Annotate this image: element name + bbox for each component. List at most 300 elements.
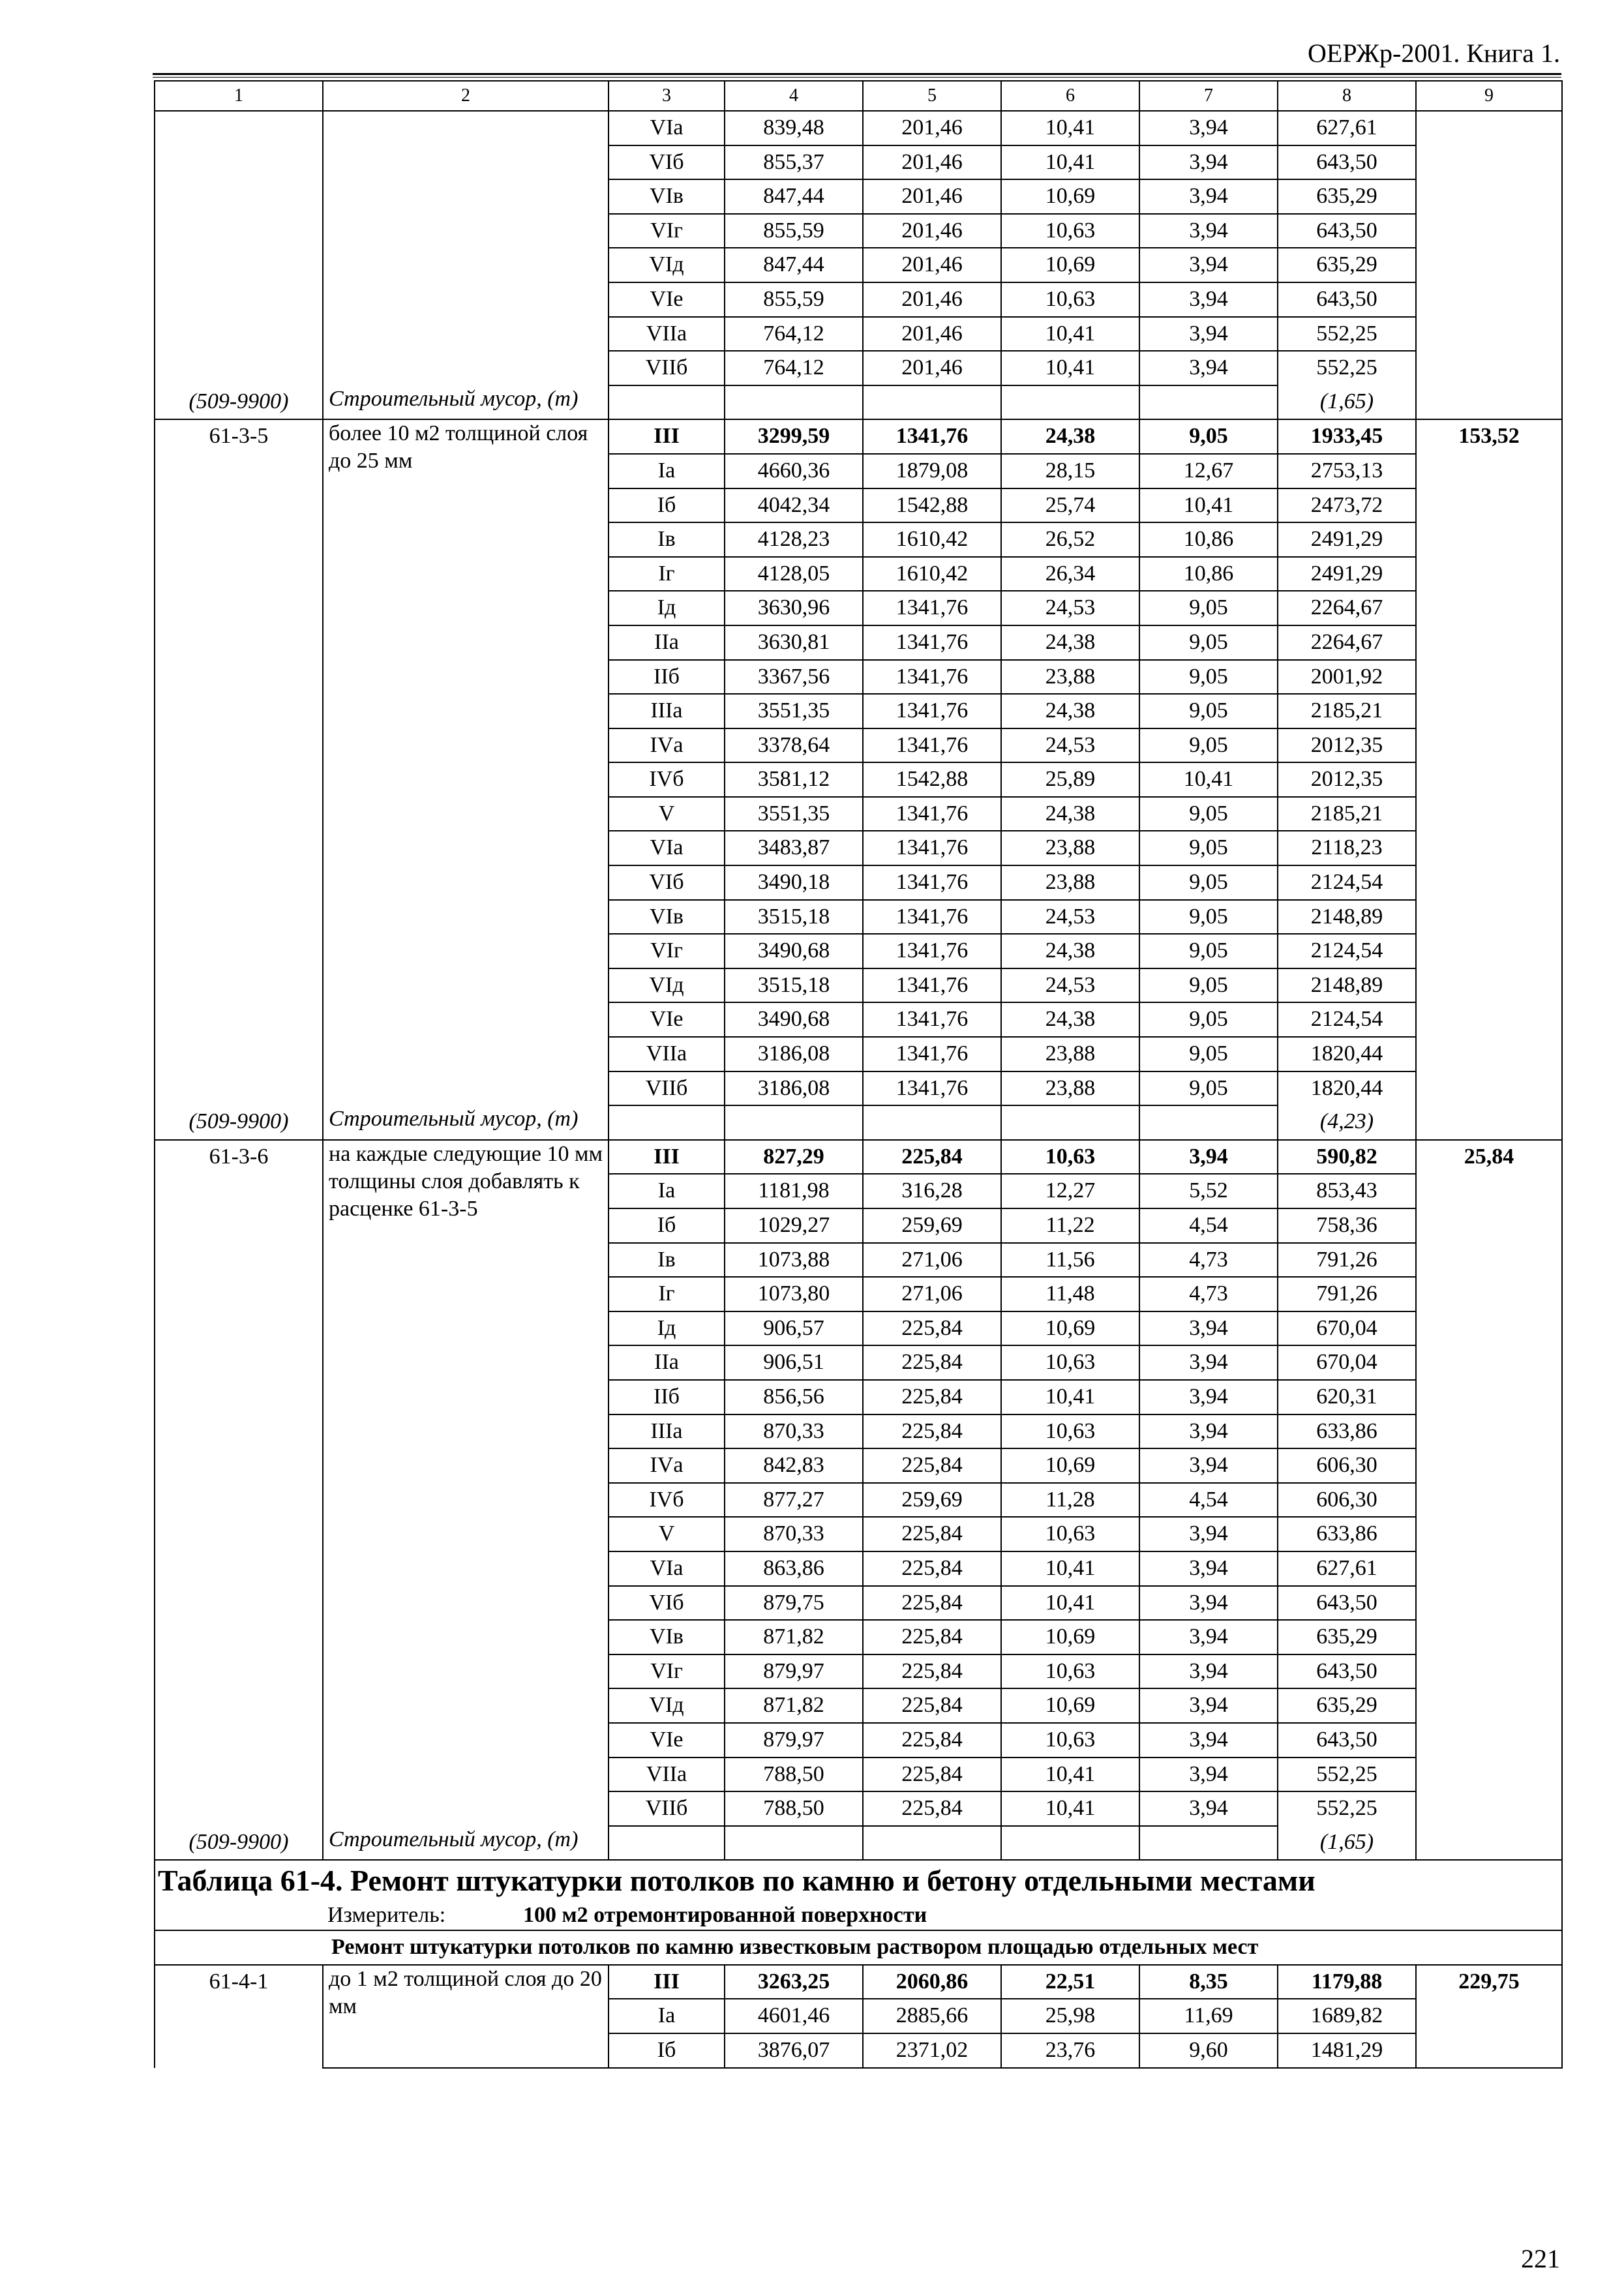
price-value: 24,38 xyxy=(1001,625,1139,660)
price-value: 1181,98 xyxy=(725,1174,863,1208)
rate-code xyxy=(155,111,323,385)
debris-value: (1,65) xyxy=(1278,1826,1416,1861)
price-value: 24,53 xyxy=(1001,900,1139,935)
empty-cell xyxy=(1139,385,1278,420)
empty-cell xyxy=(1001,385,1139,420)
price-value: 10,63 xyxy=(1001,282,1139,317)
territory-zone: VIIа xyxy=(609,1037,725,1071)
price-value: 764,12 xyxy=(725,317,863,352)
price-value: 9,05 xyxy=(1139,900,1278,935)
debris-name: Строительный мусор, (т) xyxy=(323,1105,609,1140)
price-value: 855,37 xyxy=(725,145,863,180)
price-value: 643,50 xyxy=(1278,1586,1416,1621)
price-value: 1341,76 xyxy=(863,591,1001,625)
territory-zone: VIд xyxy=(609,248,725,282)
price-value: 201,46 xyxy=(863,179,1001,214)
price-value: 3,94 xyxy=(1139,214,1278,248)
price-value: 791,26 xyxy=(1278,1243,1416,1278)
territory-zone: Iд xyxy=(609,1311,725,1346)
price-value: 23,88 xyxy=(1001,1071,1139,1106)
price-value: 10,41 xyxy=(1001,1380,1139,1414)
price-value: 863,86 xyxy=(725,1551,863,1586)
price-value: 2060,86 xyxy=(863,1965,1001,1999)
column-number: 6 xyxy=(1001,81,1139,111)
price-value: 635,29 xyxy=(1278,248,1416,282)
price-value: 1179,88 xyxy=(1278,1965,1416,1999)
price-value: 870,33 xyxy=(725,1414,863,1449)
price-value: 879,97 xyxy=(725,1654,863,1689)
price-value: 590,82 xyxy=(1278,1140,1416,1174)
price-value: 24,38 xyxy=(1001,419,1139,454)
price-value: 10,69 xyxy=(1001,248,1139,282)
price-value: 10,41 xyxy=(1001,1586,1139,1621)
price-value: 855,59 xyxy=(725,214,863,248)
price-value: 3,94 xyxy=(1139,1380,1278,1414)
price-value: 1610,42 xyxy=(863,522,1001,557)
price-value: 3,94 xyxy=(1139,1414,1278,1449)
territory-zone: VIг xyxy=(609,214,725,248)
price-value: 791,26 xyxy=(1278,1277,1416,1311)
price-value: 855,59 xyxy=(725,282,863,317)
price-value: 3,94 xyxy=(1139,1448,1278,1483)
table-row xyxy=(155,419,1562,454)
column-number: 7 xyxy=(1139,81,1278,111)
price-value: 1542,88 xyxy=(863,488,1001,523)
price-value: 3876,07 xyxy=(725,2033,863,2068)
column-number: 3 xyxy=(609,81,725,111)
empty-cell xyxy=(863,385,1001,420)
price-value: 2148,89 xyxy=(1278,900,1416,935)
column-number-row xyxy=(155,81,1562,111)
price-value: 9,05 xyxy=(1139,660,1278,695)
header-rule-thin xyxy=(153,77,1561,78)
price-value: 3551,35 xyxy=(725,797,863,831)
price-value: 225,84 xyxy=(863,1758,1001,1792)
price-value: 643,50 xyxy=(1278,1723,1416,1758)
price-value: 3490,68 xyxy=(725,1002,863,1037)
price-value: 1341,76 xyxy=(863,1071,1001,1106)
territory-zone: Iа xyxy=(609,1174,725,1208)
price-value: 643,50 xyxy=(1278,282,1416,317)
price-value: 24,53 xyxy=(1001,968,1139,1003)
price-value: 847,44 xyxy=(725,248,863,282)
price-value: 10,69 xyxy=(1001,1311,1139,1346)
price-value: 10,69 xyxy=(1001,179,1139,214)
debris-code: (509-9900) xyxy=(155,385,323,420)
empty-cell xyxy=(1139,1105,1278,1140)
price-value: 5,52 xyxy=(1139,1174,1278,1208)
price-value: 1341,76 xyxy=(863,728,1001,763)
price-value: 3,94 xyxy=(1139,111,1278,145)
price-value: 10,41 xyxy=(1139,488,1278,523)
price-value: 3,94 xyxy=(1139,248,1278,282)
price-value: 271,06 xyxy=(863,1243,1001,1278)
price-value: 870,33 xyxy=(725,1517,863,1551)
price-value: 9,60 xyxy=(1139,2033,1278,2068)
territory-zone: VIIа xyxy=(609,1758,725,1792)
price-value: 10,63 xyxy=(1001,1414,1139,1449)
territory-zone: IVб xyxy=(609,762,725,797)
price-value: 225,84 xyxy=(863,1654,1001,1689)
territory-zone: IVа xyxy=(609,728,725,763)
price-value: 24,38 xyxy=(1001,797,1139,831)
price-value: 9,05 xyxy=(1139,865,1278,900)
table-title-row xyxy=(155,1860,1562,1901)
price-value: 1610,42 xyxy=(863,557,1001,591)
territory-zone: VIа xyxy=(609,1551,725,1586)
price-value: 271,06 xyxy=(863,1277,1001,1311)
price-value: 853,43 xyxy=(1278,1174,1416,1208)
price-value: 3,94 xyxy=(1139,1723,1278,1758)
territory-zone: VIг xyxy=(609,934,725,968)
territory-zone: VIIб xyxy=(609,351,725,385)
rate-code: 61-3-5 xyxy=(155,419,323,1105)
price-value: 871,82 xyxy=(725,1688,863,1723)
territory-zone: Iб xyxy=(609,1208,725,1243)
price-value: 643,50 xyxy=(1278,1654,1416,1689)
price-value: 2264,67 xyxy=(1278,625,1416,660)
price-value: 9,05 xyxy=(1139,968,1278,1003)
price-value: 1481,29 xyxy=(1278,2033,1416,2068)
price-value: 10,41 xyxy=(1001,111,1139,145)
table-row xyxy=(155,1965,1562,1999)
header-rule xyxy=(153,73,1561,75)
price-value: 3378,64 xyxy=(725,728,863,763)
price-value: 879,97 xyxy=(725,1723,863,1758)
territory-zone: IVа xyxy=(609,1448,725,1483)
price-value: 633,86 xyxy=(1278,1517,1416,1551)
price-value: 4,73 xyxy=(1139,1277,1278,1311)
price-value: 3,94 xyxy=(1139,1758,1278,1792)
table-row xyxy=(155,1140,1562,1174)
price-value: 201,46 xyxy=(863,248,1001,282)
work-description: до 1 м2 толщиной слоя до 20 мм xyxy=(323,1965,609,2068)
section-title: Ремонт штукатурки потолков по камню известковым раствором площадью отдельных мест xyxy=(155,1930,1562,1965)
price-value: 1341,76 xyxy=(863,934,1001,968)
price-value: 12,27 xyxy=(1001,1174,1139,1208)
price-value: 10,41 xyxy=(1001,145,1139,180)
price-value: 3,94 xyxy=(1139,351,1278,385)
price-value: 1820,44 xyxy=(1278,1071,1416,1106)
price-value: 4042,34 xyxy=(725,488,863,523)
price-value: 259,69 xyxy=(863,1208,1001,1243)
price-value: 871,82 xyxy=(725,1620,863,1654)
price-value: 627,61 xyxy=(1278,1551,1416,1586)
price-value: 2264,67 xyxy=(1278,591,1416,625)
price-value: 4,54 xyxy=(1139,1208,1278,1243)
price-value: 9,05 xyxy=(1139,419,1278,454)
column-number: 1 xyxy=(155,81,323,111)
territory-zone: VIб xyxy=(609,1586,725,1621)
price-value: 839,48 xyxy=(725,111,863,145)
price-value: 10,86 xyxy=(1139,557,1278,591)
territory-zone: IIа xyxy=(609,1345,725,1380)
territory-zone: Iв xyxy=(609,522,725,557)
price-value: 225,84 xyxy=(863,1551,1001,1586)
price-value: 635,29 xyxy=(1278,1620,1416,1654)
price-value: 259,69 xyxy=(863,1483,1001,1518)
empty-cell xyxy=(609,385,725,420)
price-value: 10,41 xyxy=(1139,762,1278,797)
price-value: 758,36 xyxy=(1278,1208,1416,1243)
price-value: 225,84 xyxy=(863,1688,1001,1723)
empty-cell xyxy=(725,1826,863,1861)
price-value: 1341,76 xyxy=(863,797,1001,831)
price-value: 22,51 xyxy=(1001,1965,1139,1999)
territory-zone: VIб xyxy=(609,145,725,180)
price-value: 635,29 xyxy=(1278,1688,1416,1723)
price-value: 10,63 xyxy=(1001,1517,1139,1551)
price-value: 3515,18 xyxy=(725,900,863,935)
empty-cell xyxy=(1001,1826,1139,1861)
price-value: 633,86 xyxy=(1278,1414,1416,1449)
price-value: 3581,12 xyxy=(725,762,863,797)
price-value: 26,34 xyxy=(1001,557,1139,591)
price-value: 201,46 xyxy=(863,145,1001,180)
price-value: 2118,23 xyxy=(1278,831,1416,865)
price-value: 552,25 xyxy=(1278,1791,1416,1826)
price-value: 9,05 xyxy=(1139,1037,1278,1071)
price-value: 3490,68 xyxy=(725,934,863,968)
price-value: 11,22 xyxy=(1001,1208,1139,1243)
work-description xyxy=(323,111,609,385)
price-value: 1029,27 xyxy=(725,1208,863,1243)
territory-zone: VIд xyxy=(609,968,725,1003)
price-value: 2491,29 xyxy=(1278,522,1416,557)
price-value: 201,46 xyxy=(863,351,1001,385)
price-value: 3551,35 xyxy=(725,694,863,728)
territory-zone: Iв xyxy=(609,1243,725,1278)
territory-zone: VIIб xyxy=(609,1791,725,1826)
price-value: 1542,88 xyxy=(863,762,1001,797)
price-value: 10,41 xyxy=(1001,351,1139,385)
price-value: 316,28 xyxy=(863,1174,1001,1208)
price-value: 1341,76 xyxy=(863,419,1001,454)
territory-zone: VIд xyxy=(609,1688,725,1723)
territory-zone: V xyxy=(609,797,725,831)
price-value: 847,44 xyxy=(725,179,863,214)
price-value: 1341,76 xyxy=(863,968,1001,1003)
territory-zone: VIIа xyxy=(609,317,725,352)
price-value: 2124,54 xyxy=(1278,934,1416,968)
price-value: 2185,21 xyxy=(1278,797,1416,831)
price-value: 2185,21 xyxy=(1278,694,1416,728)
work-description: более 10 м2 толщиной слоя до 25 мм xyxy=(323,419,609,1105)
debris-row xyxy=(155,1826,1562,1861)
price-value: 9,05 xyxy=(1139,1071,1278,1106)
price-value: 24,38 xyxy=(1001,934,1139,968)
price-table xyxy=(154,80,1563,2069)
price-value: 1341,76 xyxy=(863,625,1001,660)
cost-col9 xyxy=(1416,111,1562,419)
price-value: 24,53 xyxy=(1001,591,1139,625)
territory-zone: VIа xyxy=(609,111,725,145)
price-value: 8,35 xyxy=(1139,1965,1278,1999)
price-value: 670,04 xyxy=(1278,1345,1416,1380)
price-value: 2753,13 xyxy=(1278,454,1416,488)
territory-zone: III xyxy=(609,419,725,454)
column-number: 5 xyxy=(863,81,1001,111)
price-value: 24,53 xyxy=(1001,728,1139,763)
running-header: ОЕРЖр-2001. Книга 1. xyxy=(1308,38,1560,68)
territory-zone: Iа xyxy=(609,454,725,488)
territory-zone: Iг xyxy=(609,1277,725,1311)
cost-col9: 25,84 xyxy=(1416,1140,1562,1860)
price-value: 9,05 xyxy=(1139,694,1278,728)
debris-value: (4,23) xyxy=(1278,1105,1416,1140)
price-table-body xyxy=(155,81,1562,2068)
section-row xyxy=(155,1930,1562,1965)
price-value: 620,31 xyxy=(1278,1380,1416,1414)
territory-zone: VIб xyxy=(609,865,725,900)
territory-zone: VIг xyxy=(609,1654,725,1689)
price-value: 879,75 xyxy=(725,1586,863,1621)
price-value: 3,94 xyxy=(1139,1311,1278,1346)
price-value: 3186,08 xyxy=(725,1037,863,1071)
territory-zone: VIе xyxy=(609,1723,725,1758)
price-value: 9,05 xyxy=(1139,591,1278,625)
price-value: 643,50 xyxy=(1278,145,1416,180)
price-value: 10,41 xyxy=(1001,1551,1139,1586)
price-value: 24,38 xyxy=(1001,1002,1139,1037)
price-value: 3,94 xyxy=(1139,1345,1278,1380)
column-number: 4 xyxy=(725,81,863,111)
price-value: 10,41 xyxy=(1001,1758,1139,1792)
empty-cell xyxy=(609,1105,725,1140)
price-value: 3,94 xyxy=(1139,317,1278,352)
price-value: 3,94 xyxy=(1139,1140,1278,1174)
price-value: 3,94 xyxy=(1139,1791,1278,1826)
price-value: 2148,89 xyxy=(1278,968,1416,1003)
empty-cell xyxy=(863,1105,1001,1140)
price-value: 2885,66 xyxy=(863,1999,1001,2033)
territory-zone: VIIб xyxy=(609,1071,725,1106)
price-value: 225,84 xyxy=(863,1586,1001,1621)
meter-row xyxy=(155,1901,1562,1930)
price-value: 1341,76 xyxy=(863,694,1001,728)
empty-cell xyxy=(1001,1105,1139,1140)
price-value: 1341,76 xyxy=(863,865,1001,900)
price-value: 9,05 xyxy=(1139,625,1278,660)
price-value: 201,46 xyxy=(863,282,1001,317)
price-value: 643,50 xyxy=(1278,214,1416,248)
price-value: 827,29 xyxy=(725,1140,863,1174)
debris-code: (509-9900) xyxy=(155,1105,323,1140)
price-value: 1341,76 xyxy=(863,1002,1001,1037)
price-value: 23,88 xyxy=(1001,1037,1139,1071)
price-value: 25,74 xyxy=(1001,488,1139,523)
price-value: 3,94 xyxy=(1139,1620,1278,1654)
price-value: 9,05 xyxy=(1139,1002,1278,1037)
price-value: 4128,23 xyxy=(725,522,863,557)
price-value: 201,46 xyxy=(863,317,1001,352)
price-value: 10,41 xyxy=(1001,317,1139,352)
price-value: 11,56 xyxy=(1001,1243,1139,1278)
price-value: 627,61 xyxy=(1278,111,1416,145)
price-value: 10,63 xyxy=(1001,1723,1139,1758)
price-value: 9,05 xyxy=(1139,797,1278,831)
empty-cell xyxy=(725,385,863,420)
price-value: 10,63 xyxy=(1001,1345,1139,1380)
price-value: 10,41 xyxy=(1001,1791,1139,1826)
price-value: 842,83 xyxy=(725,1448,863,1483)
price-value: 25,98 xyxy=(1001,1999,1139,2033)
cost-col9: 229,75 xyxy=(1416,1965,1562,2068)
debris-name: Строительный мусор, (т) xyxy=(323,1826,609,1861)
price-value: 3186,08 xyxy=(725,1071,863,1106)
price-value: 1073,80 xyxy=(725,1277,863,1311)
price-value: 3,94 xyxy=(1139,145,1278,180)
price-value: 2001,92 xyxy=(1278,660,1416,695)
price-value: 3263,25 xyxy=(725,1965,863,1999)
price-value: 1933,45 xyxy=(1278,419,1416,454)
price-value: 635,29 xyxy=(1278,179,1416,214)
price-value: 552,25 xyxy=(1278,1758,1416,1792)
territory-zone: VIе xyxy=(609,1002,725,1037)
territory-zone: III xyxy=(609,1140,725,1174)
territory-zone: VIв xyxy=(609,900,725,935)
price-value: 1820,44 xyxy=(1278,1037,1416,1071)
price-value: 3,94 xyxy=(1139,1586,1278,1621)
territory-zone: V xyxy=(609,1517,725,1551)
price-value: 4601,46 xyxy=(725,1999,863,2033)
price-value: 4128,05 xyxy=(725,557,863,591)
debris-row xyxy=(155,1105,1562,1140)
meter-label: Измеритель: xyxy=(327,1903,446,1928)
price-value: 1341,76 xyxy=(863,831,1001,865)
price-value: 10,69 xyxy=(1001,1688,1139,1723)
work-description: на каждые следующие 10 мм толщины слоя добавлять к расценке 61-3-5 xyxy=(323,1140,609,1826)
price-value: 23,88 xyxy=(1001,831,1139,865)
price-value: 2473,72 xyxy=(1278,488,1416,523)
column-number: 8 xyxy=(1278,81,1416,111)
price-value: 3,94 xyxy=(1139,179,1278,214)
price-value: 3367,56 xyxy=(725,660,863,695)
price-value: 225,84 xyxy=(863,1448,1001,1483)
rate-code: 61-4-1 xyxy=(155,1965,323,2068)
price-value: 3,94 xyxy=(1139,1551,1278,1586)
price-value: 2012,35 xyxy=(1278,728,1416,763)
price-value: 2371,02 xyxy=(863,2033,1001,2068)
price-value: 225,84 xyxy=(863,1791,1001,1826)
price-value: 9,05 xyxy=(1139,934,1278,968)
price-value: 201,46 xyxy=(863,111,1001,145)
territory-zone: IIIа xyxy=(609,1414,725,1449)
price-value: 3490,18 xyxy=(725,865,863,900)
price-value: 3,94 xyxy=(1139,1688,1278,1723)
territory-zone: IIб xyxy=(609,660,725,695)
price-value: 552,25 xyxy=(1278,317,1416,352)
price-value: 3,94 xyxy=(1139,282,1278,317)
column-number: 9 xyxy=(1416,81,1562,111)
price-value: 4,73 xyxy=(1139,1243,1278,1278)
price-value: 10,69 xyxy=(1001,1448,1139,1483)
table-row xyxy=(155,111,1562,145)
price-value: 12,67 xyxy=(1139,454,1278,488)
price-value: 1341,76 xyxy=(863,900,1001,935)
empty-cell xyxy=(609,1826,725,1861)
price-value: 3630,96 xyxy=(725,591,863,625)
price-value: 788,50 xyxy=(725,1758,863,1792)
price-value: 2012,35 xyxy=(1278,762,1416,797)
territory-zone: VIв xyxy=(609,179,725,214)
price-value: 4,54 xyxy=(1139,1483,1278,1518)
price-value: 225,84 xyxy=(863,1311,1001,1346)
territory-zone: VIа xyxy=(609,831,725,865)
price-value: 906,57 xyxy=(725,1311,863,1346)
price-value: 10,63 xyxy=(1001,1654,1139,1689)
territory-zone: IIIа xyxy=(609,694,725,728)
